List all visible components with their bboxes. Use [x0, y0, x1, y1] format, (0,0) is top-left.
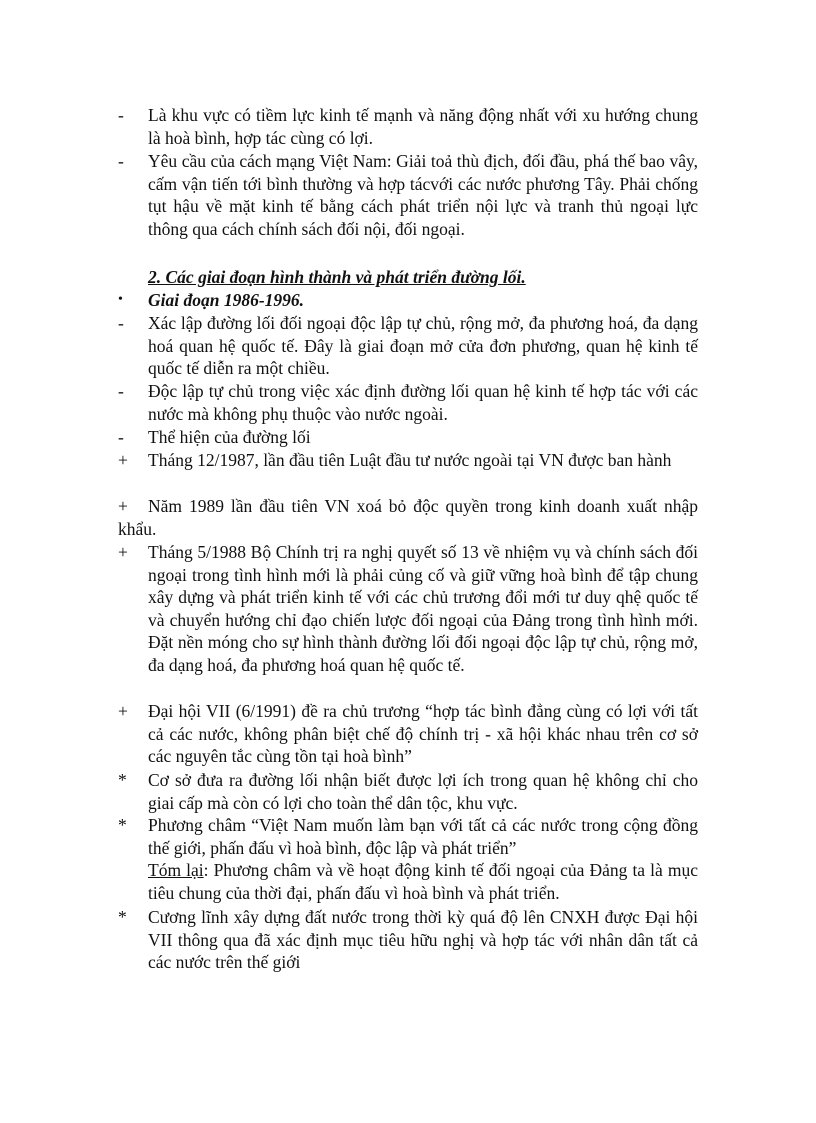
list-marker: + — [118, 496, 128, 516]
list-marker: - — [118, 427, 124, 447]
list-item — [118, 289, 698, 312]
list-marker: + — [118, 450, 128, 470]
list-item — [118, 449, 698, 472]
bullet-marker: • — [118, 292, 123, 307]
list-item — [118, 150, 698, 240]
list-item — [118, 312, 698, 380]
list-item — [118, 541, 698, 676]
summary-text: : Phương châm và về hoạt động kinh tế đối ngoại của Đảng ta là mục tiêu chung của thời đại, phấn đấu vì hoà bình và phát triển. — [148, 860, 698, 903]
list-marker: - — [118, 313, 124, 333]
list-item-text: Yêu cầu của cách mạng Việt Nam: Giải toả thù địch, đối đầu, phá thế bao vây, cấm vận tiến tới bình thường và hợp tácvới các nước phương Tây. Phải chống tụt hậu về mặt kinh tế bằng cách phát triển nội lực và tranh thủ ngoại lực thông qua cách chính sách đối nội, đối ngoại. — [148, 151, 698, 239]
list-item — [118, 380, 698, 425]
list-item — [118, 906, 698, 974]
list-item-text: Tháng 12/1987, lần đầu tiên Luật đầu tư nước ngoài tại VN được ban hành — [148, 450, 672, 470]
list-item-text: Là khu vực có tiềm lực kinh tế mạnh và năng động nhất với xu hướng chung là hoà bình, hợp tác cùng có lợi. — [148, 105, 698, 148]
list-item — [118, 104, 698, 149]
list-marker: * — [118, 770, 127, 790]
list-item-text: Năm 1989 lần đầu tiên VN xoá bỏ độc quyền trong kinh doanh xuất nhập khẩu. — [118, 496, 698, 539]
list-item — [118, 814, 698, 904]
list-item — [118, 495, 698, 540]
list-item-text: Tháng 5/1988 Bộ Chính trị ra nghị quyết số 13 về nhiệm vụ và chính sách đối ngoại trong tình hình mới là phải củng cố và giữ vững hoà bình để tập chung xây dựng và phát triển kinh tế với các chủ trương đổi mới tư duy qhệ quốc tế và chuyển hướng chỉ đạo chiến lược đối ngoại của Đảng trong tình hình mới. Đặt nền móng cho sự hình thành đường lối đối ngoại độc lập tự chủ, rộng mở, đa dạng hoá, đa phương hoá quan hệ quốc tế. — [148, 542, 698, 675]
list-marker: - — [118, 151, 124, 171]
list-item-text: Xác lập đường lối đối ngoại độc lập tự chủ, rộng mở, đa phương hoá, đa dạng hoá quan hệ quốc tế. Đây là giai đoạn mở cửa đơn phương, quan hệ kinh tế quốc tế diễn ra một chiều. — [148, 313, 698, 378]
list-marker: + — [118, 542, 128, 562]
list-item — [118, 700, 698, 768]
period-heading: Giai đoạn 1986-1996. — [148, 290, 305, 310]
list-marker: * — [118, 907, 127, 927]
list-marker: + — [118, 701, 128, 721]
list-item-text: Độc lập tự chủ trong việc xác định đường lối quan hệ kinh tế hợp tác với các nước mà không phụ thuộc vào nước ngoài. — [148, 381, 698, 424]
list-item-text: Cơ sở đưa ra đường lối nhận biết được lợi ích trong quan hệ không chỉ cho giai cấp mà còn có lợi cho toàn thể dân tộc, khu vực. — [148, 770, 698, 813]
list-item-text: Đại hội VII (6/1991) đề ra chủ trương “hợp tác bình đẳng cùng có lợi với tất cả các nước, không phân biệt chế độ chính trị - xã hội khác nhau trên cơ sở các nguyên tắc cùng tồn tại hoà bình” — [148, 701, 698, 766]
list-item — [118, 426, 698, 449]
list-marker: - — [118, 105, 124, 125]
summary-label: Tóm lại — [148, 860, 204, 880]
list-marker: - — [118, 381, 124, 401]
list-item-text: Thể hiện của đường lối — [148, 427, 311, 447]
summary-paragraph — [148, 859, 698, 904]
list-item-text: Phương châm “Việt Nam muốn làm bạn với tất cả các nước trong cộng đồng thế giới, phấn đấu vì hoà bình, độc lập và phát triển” — [148, 815, 698, 858]
section-heading: 2. Các giai đoạn hình thành và phát triển đường lối. — [148, 267, 526, 287]
list-item — [118, 769, 698, 814]
list-marker: * — [118, 815, 127, 835]
list-item-text: Cương lĩnh xây dựng đất nước trong thời kỳ quá độ lên CNXH được Đại hội VII thông qua đã xác định mục tiêu hữu nghị và hợp tác với nhân dân tất cả các nước trên thế giới — [148, 907, 698, 972]
